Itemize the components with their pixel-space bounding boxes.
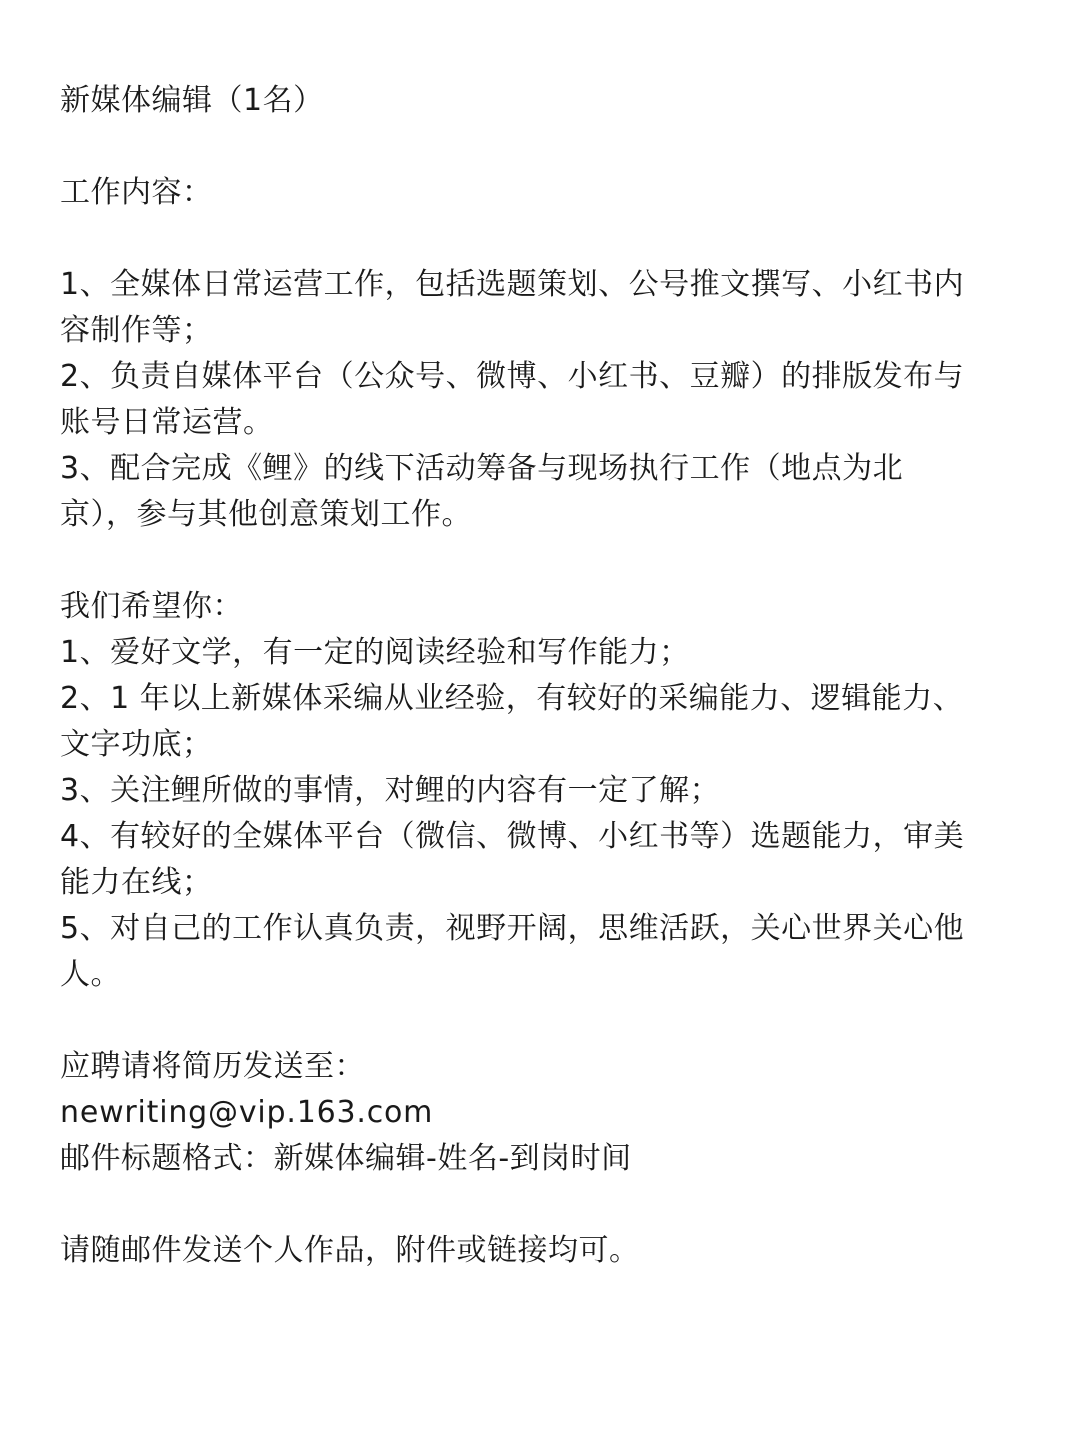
spacer [60,124,965,170]
apply-email[interactable]: newriting@vip.163.com [60,1095,434,1130]
spacer [60,216,965,262]
requirement-item: 1、爱好文学，有一定的阅读经验和写作能力； [60,635,690,670]
job-title: 新媒体编辑（1名） [60,83,324,118]
requirements-heading: 我们希望你： [60,589,243,624]
portfolio-note: 请随邮件发送个人作品，附件或链接均可。 [60,1233,640,1268]
duties-heading: 工作内容： [60,175,213,210]
spacer [60,998,965,1044]
requirement-item: 3、关注鲤所做的事情，对鲤的内容有一定了解； [60,773,721,808]
duty-item: 3、配合完成《鲤》的线下活动筹备与现场执行工作（地点为北京），参与其他创意策划工作。 [60,451,904,532]
apply-heading: 应聘请将简历发送至： [60,1049,365,1084]
spacer [60,1182,965,1228]
duty-item: 2、负责自媒体平台（公众号、微博、小红书、豆瓣）的排版发布与账号日常运营。 [60,359,965,440]
duty-item: 1、全媒体日常运营工作，包括选题策划、公号推文撰写、小红书内容制作等； [60,267,965,348]
requirement-item: 2、1 年以上新媒体采编从业经验，有较好的采编能力、逻辑能力、文字功底； [60,681,964,762]
job-posting [60,78,965,1274]
email-subject-format: 邮件标题格式：新媒体编辑-姓名-到岗时间 [60,1141,632,1176]
requirement-item: 4、有较好的全媒体平台（微信、微博、小红书等）选题能力，审美能力在线； [60,819,965,900]
spacer [60,538,965,584]
requirement-item: 5、对自己的工作认真负责，视野开阔，思维活跃，关心世界关心他人。 [60,911,965,992]
